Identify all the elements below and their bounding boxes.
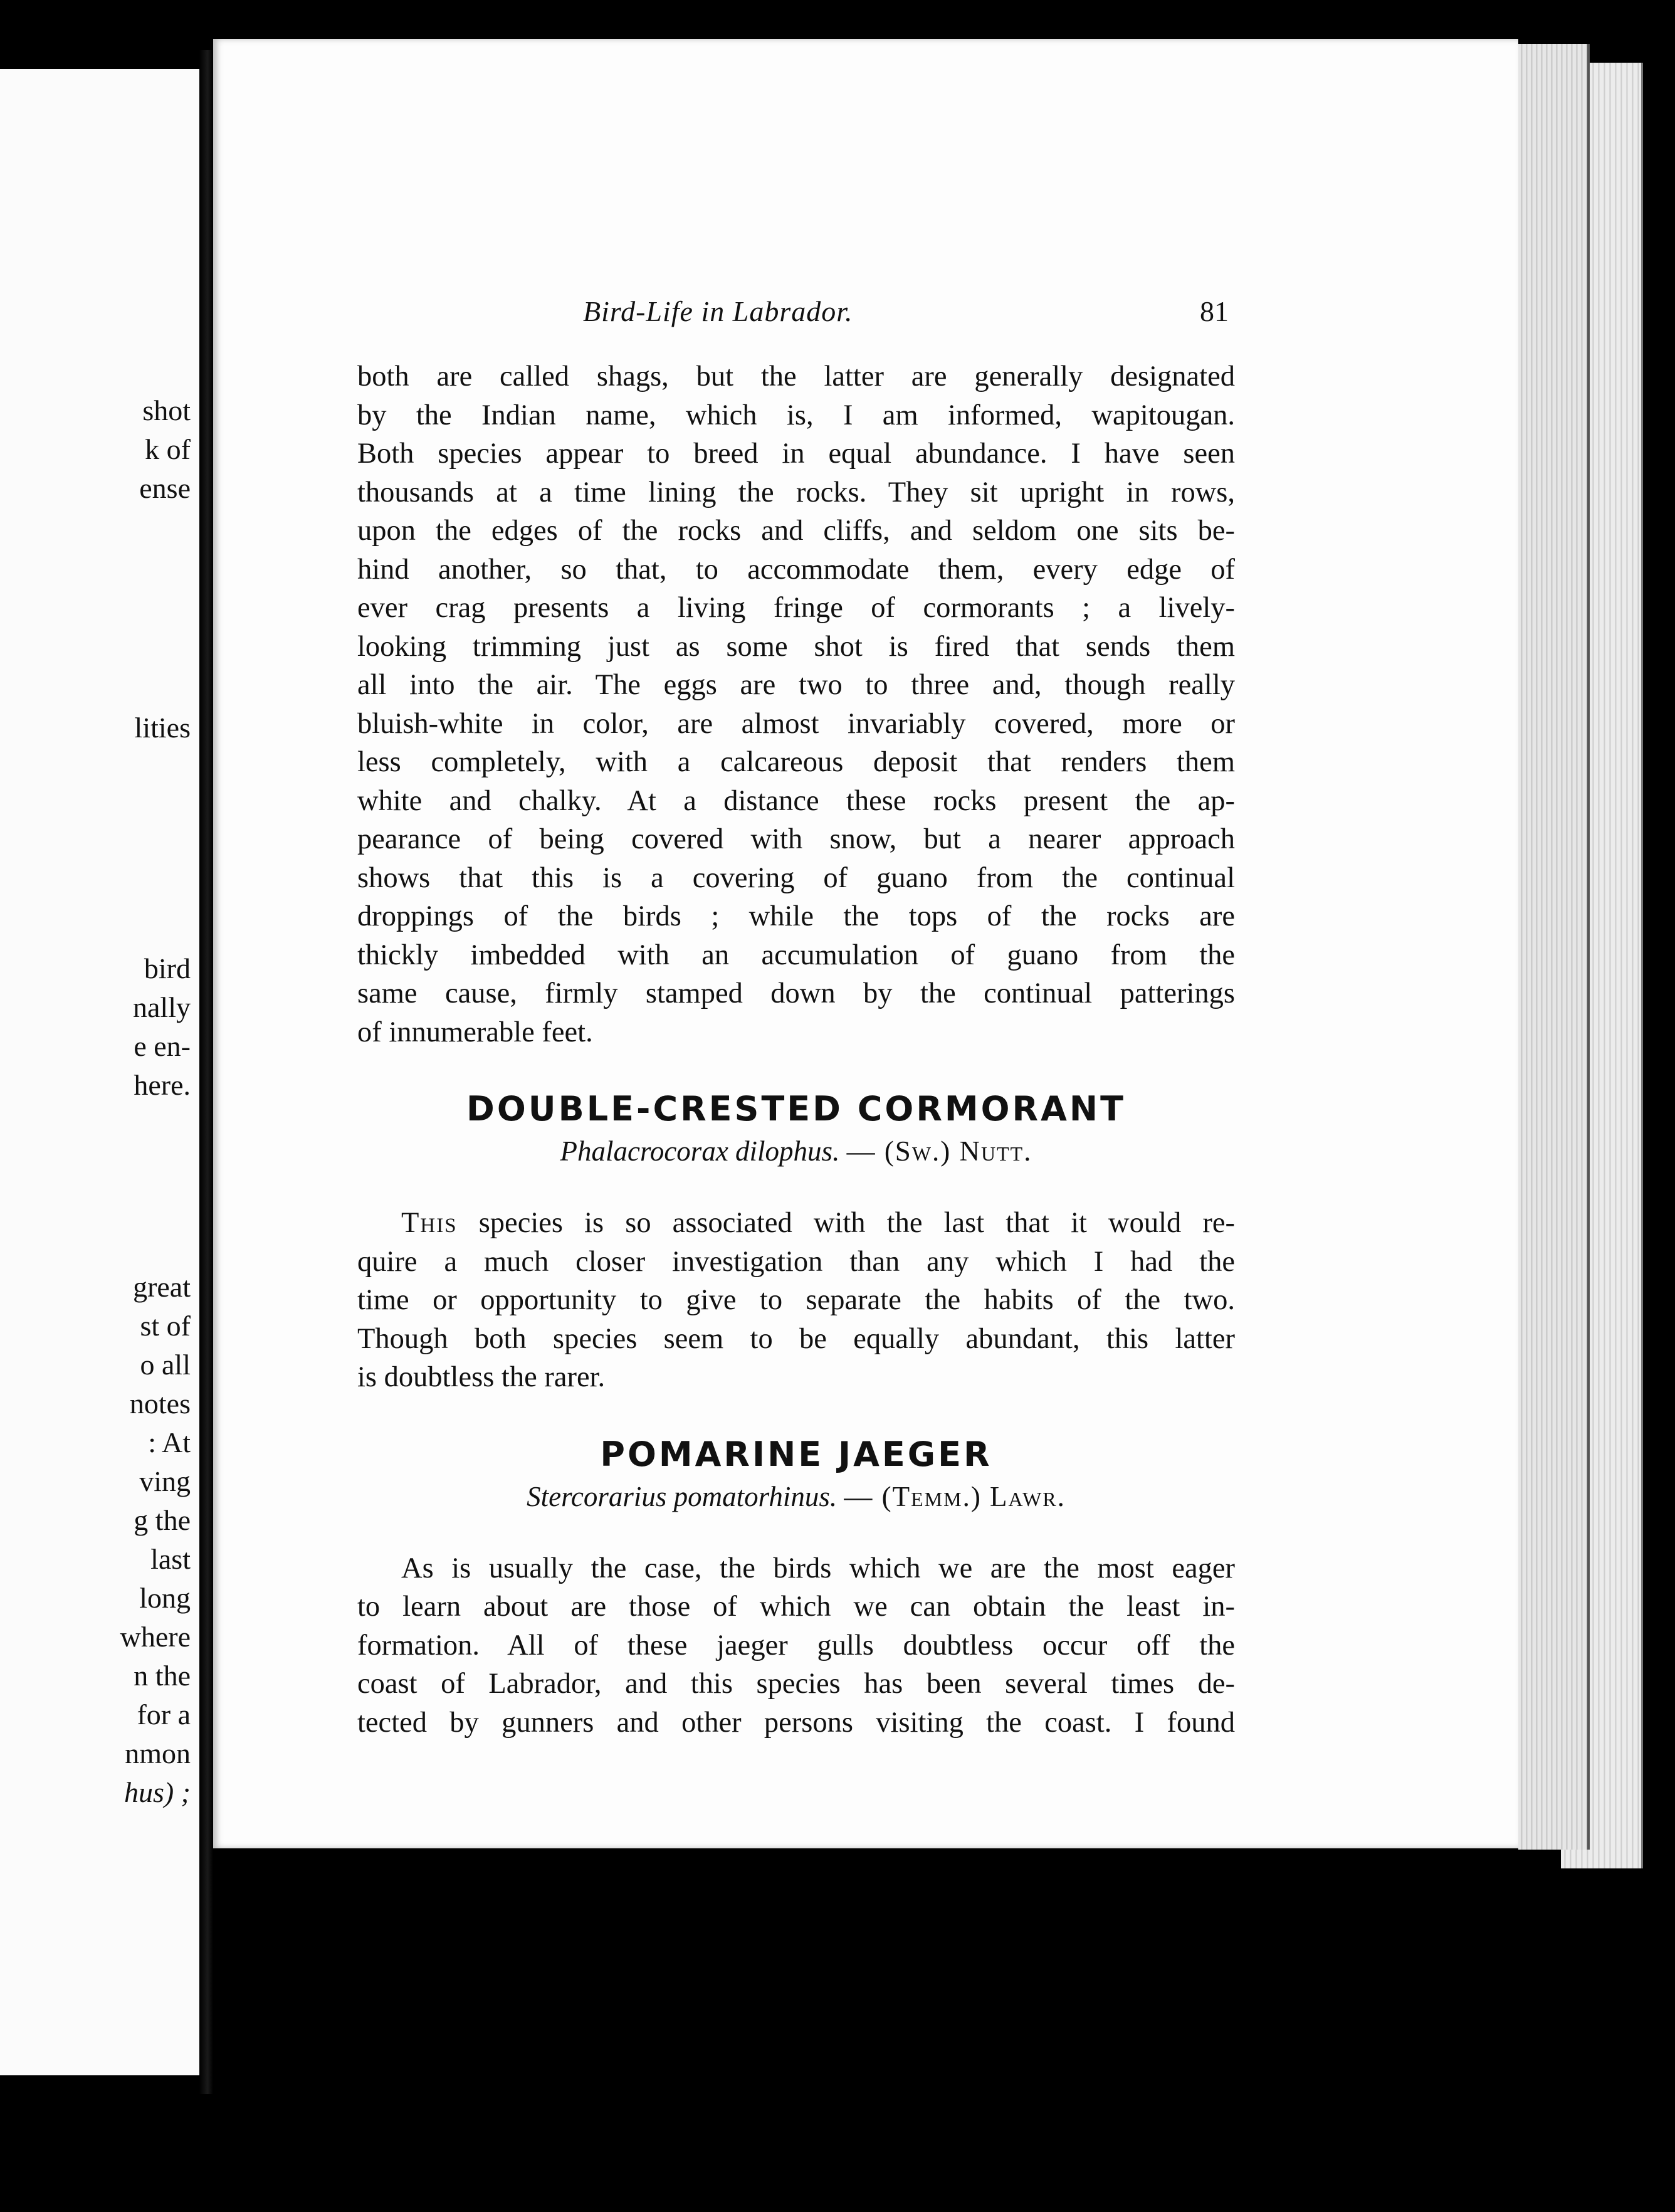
text-line: thousands at a time lining the rocks. They sit upright in rows,	[357, 476, 1235, 508]
left-page-fragment: bird	[144, 952, 191, 984]
text-line: droppings of the birds ; while the tops of the rocks are	[357, 900, 1235, 932]
left-page-fragment: k of	[145, 433, 191, 465]
left-page-fragment: great	[133, 1271, 191, 1303]
scientific-name: Phalacrocorax dilophus.	[560, 1135, 840, 1167]
text-line: upon the edges of the rocks and cliffs, and seldom one sits be-	[357, 515, 1235, 547]
left-page-fragment: lities	[134, 712, 191, 744]
left-page-fragment: st of	[140, 1310, 191, 1342]
text-line: less completely, with a calcareous deposit that renders them	[357, 746, 1235, 778]
authority: — (Sw.) Nutt.	[846, 1135, 1032, 1167]
text-line: As is usually the case, the birds which we are the most eager	[401, 1552, 1235, 1584]
authority: — (Temm.) Lawr.	[844, 1480, 1066, 1512]
text-line: shows that this is a covering of guano from the continual	[357, 861, 1235, 894]
text-line: hind another, so that, to accommodate them, every edge of	[357, 553, 1235, 586]
left-page-fragment: ving	[139, 1465, 191, 1497]
text-line: white and chalky. At a distance these rocks present the ap-	[357, 784, 1235, 817]
text-line-rest: species is so associated with the last that it would re-	[478, 1207, 1236, 1239]
text-line: is doubtless the rarer.	[357, 1361, 606, 1393]
first-word: This	[401, 1207, 458, 1239]
text-line: Though both species seem to be equally abundant, this latter	[357, 1322, 1235, 1355]
text-line: of innumerable feet.	[357, 1016, 593, 1048]
paragraph-continuation	[357, 357, 1235, 1051]
left-page	[0, 69, 201, 2075]
page-content	[357, 295, 1235, 1742]
species-name-line	[357, 1480, 1235, 1513]
text-line: pearance of being covered with snow, but a nearer approach	[357, 823, 1235, 855]
text-line: quire a much closer investigation than any which I had the	[357, 1245, 1235, 1278]
left-page-fragment: shot	[142, 394, 191, 426]
page-number: 81	[1200, 295, 1229, 327]
left-page-fragment: ense	[139, 472, 191, 504]
left-page-fragment: e en-	[134, 1030, 191, 1062]
text-line: time or opportunity to give to separate the habits of the two.	[357, 1284, 1235, 1316]
left-page-fragment: o all	[140, 1349, 191, 1381]
text-line: by the Indian name, which is, I am informed, wapitougan.	[357, 399, 1235, 431]
left-page-fragment: long	[139, 1582, 191, 1614]
left-page-fragment: g the	[134, 1504, 191, 1536]
left-page-fragment: : At	[148, 1426, 191, 1458]
left-page-fragment: where	[120, 1621, 191, 1653]
left-page-fragment: nally	[133, 991, 191, 1023]
text-line: ever crag presents a living fringe of cormorants ; a lively-	[357, 592, 1235, 624]
text-line	[357, 1204, 1235, 1243]
left-page-fragment: notes	[129, 1388, 191, 1419]
text-line: coast of Labrador, and this species has been several times de-	[357, 1668, 1235, 1700]
text-line: both are called shags, but the latter are generally designated	[357, 361, 1235, 392]
running-title: Bird-Life in Labrador.	[583, 295, 853, 327]
running-head	[357, 295, 1235, 339]
book-gutter	[199, 50, 213, 2094]
section-heading-pomarine-jaeger: POMARINE JAEGER	[600, 1434, 992, 1474]
paragraph-double-crested-cormorant	[357, 1204, 1235, 1397]
left-page-fragment: hus) ;	[123, 1776, 191, 1808]
text-line: tected by gunners and other persons visiting the coast. I found	[357, 1706, 1235, 1739]
text-line: bluish-white in color, are almost invariably covered, more or	[357, 707, 1235, 740]
text-line: Both species appear to breed in equal abundance. I have seen	[357, 438, 1235, 470]
text-line: looking trimming just as some shot is fired that sends them	[357, 630, 1235, 663]
text-line: all into the air. The eggs are two to three and, though really	[357, 669, 1235, 701]
scientific-name: Stercorarius pomatorhinus.	[527, 1480, 838, 1512]
text-line: formation. All of these jaeger gulls doubtless occur off the	[357, 1629, 1235, 1662]
text-line: same cause, firmly stamped down by the continual patterings	[357, 977, 1235, 1009]
section-heading-double-crested-cormorant: DOUBLE-CRESTED CORMORANT	[466, 1089, 1126, 1129]
left-page-fragment: last	[150, 1543, 191, 1575]
left-page-fragment: nmon	[125, 1737, 191, 1769]
page-edges	[1518, 44, 1590, 1850]
text-line: thickly imbedded with an accumulation of guano from the	[357, 939, 1235, 971]
paragraph-pomarine-jaeger	[357, 1549, 1235, 1742]
text-line: to learn about are those of which we can obtain the least in-	[357, 1591, 1235, 1623]
left-page-fragment: here.	[134, 1069, 191, 1101]
left-page-fragment: for a	[137, 1698, 191, 1730]
left-page-fragment: n the	[134, 1660, 191, 1692]
species-name-line	[357, 1135, 1235, 1167]
